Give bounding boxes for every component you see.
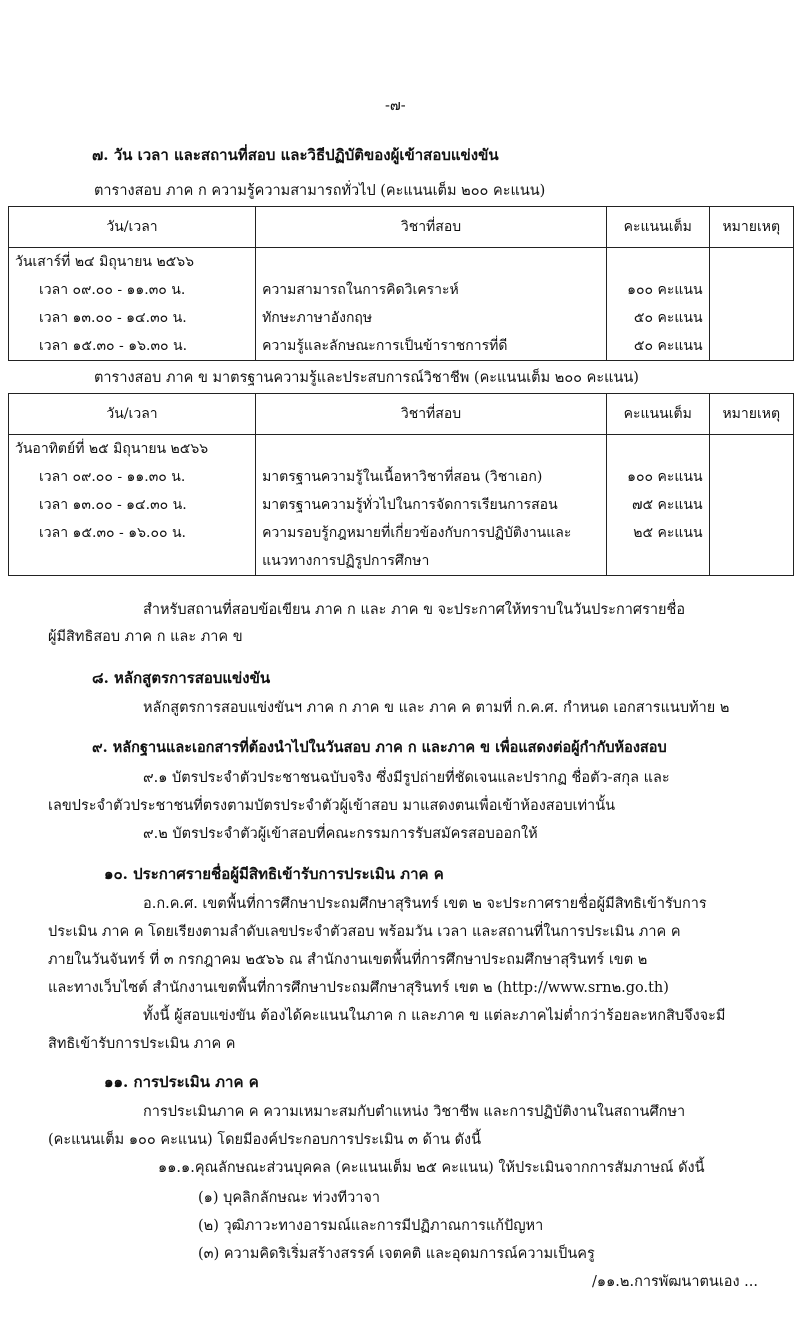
section-11-sub-1: ๑๑.๑.คุณลักษณะส่วนบุคคล (คะแนนเต็ม ๒๕ คะแนน) ให้ประเมินจากการสัมภาษณ์ ดังนี้ (158, 1160, 705, 1176)
exam-score: ๒๕ คะแนน (633, 525, 703, 541)
exam-time: เวลา ๑๓.๐๐ - ๑๔.๓๐ น. (39, 310, 187, 326)
header-subject: วิชาที่สอบ (256, 207, 607, 248)
exam-subject: ความสามารถในการคิดวิเคราะห์ (262, 282, 459, 298)
section-9-heading: ๙. หลักฐานและเอกสารที่ต้องนำไปในวันสอบ ภาค ก และภาค ข เพื่อแสดงต่อผู้กำกับห้องสอบ (92, 739, 667, 756)
section-10-para: ประเมิน ภาค ค โดยเรียงตามลำดับเลขประจำตัวสอบ พร้อมวัน เวลา และสถานที่ในการประเมิน ภาค ค (48, 924, 681, 940)
section-11-para: (คะแนนเต็ม ๑๐๐ คะแนน) โดยมีองค์ประกอบการประเมิน ๓ ด้าน ดังนี้ (48, 1132, 482, 1148)
section-9-item-1: ๙.๑ บัตรประจำตัวประชาชนฉบับจริง ซึ่งมีรูปถ่ายที่ชัดเจนและปรากฏ ชื่อตัว-สกุล และ (143, 770, 670, 786)
exam-date: วันเสาร์ที่ ๒๔ มิถุนายน ๒๕๖๖ (15, 254, 195, 270)
exam-subject: ทักษะภาษาอังกฤษ (262, 310, 373, 326)
list-item: (๒) วุฒิภาวะทางอารมณ์และการมีปฏิภาณการแก้ปัญหา (198, 1218, 544, 1234)
section-11-para: การประเมินภาค ค ความเหมาะสมกับตำแหน่ง วิชาชีพ และการปฏิบัติงานในสถานศึกษา (143, 1104, 686, 1120)
exam-time: เวลา ๑๕.๓๐ - ๑๖.๐๐ น. (39, 525, 186, 541)
list-item: (๓) ความคิดริเริ่มสร้างสรรค์ เจตคติ และอุดมการณ์ความเป็นครู (198, 1246, 595, 1262)
section-10-heading: ๑๐. ประกาศรายชื่อผู้มีสิทธิเข้ารับการประเมิน ภาค ค (104, 865, 444, 883)
header-date-time: วัน/เวลา (9, 394, 256, 435)
section-9-item-2: ๙.๒ บัตรประจำตัวผู้เข้าสอบที่คณะกรรมการรับสมัครสอบออกให้ (143, 826, 538, 842)
table-row (9, 248, 794, 361)
exam-score: ๕๐ คะแนน (633, 310, 703, 326)
venue-note-cont: ผู้มีสิทธิสอบ ภาค ก และ ภาค ข (48, 629, 243, 645)
section-10-para: ทั้งนี้ ผู้สอบแข่งขัน ต้องได้คะแนนในภาค ก และภาค ข แต่ละภาคไม่ต่ำกว่าร้อยละหกสิบจึงจะมี (143, 1008, 726, 1024)
table-row (9, 435, 794, 576)
section-11-heading: ๑๑. การประเมิน ภาค ค (104, 1073, 259, 1091)
table-b-caption: ตารางสอบ ภาค ข มาตรฐานความรู้และประสบการณ์วิชาชีพ (คะแนนเต็ม ๒๐๐ คะแนน) (94, 370, 639, 386)
section-8-heading: ๘. หลักสูตรการสอบแข่งขัน (92, 669, 271, 687)
exam-score: ๗๕ คะแนน (631, 497, 703, 513)
table-a-caption: ตารางสอบ ภาค ก ความรู้ความสามารถทั่วไป (คะแนนเต็ม ๒๐๐ คะแนน) (94, 183, 546, 199)
exam-score: ๕๐ คะแนน (633, 338, 703, 354)
table-header-row (9, 207, 794, 248)
venue-note: สำหรับสถานที่สอบข้อเขียน ภาค ก และ ภาค ข จะประกาศให้ทราบในวันประกาศรายชื่อ (143, 602, 686, 618)
header-remarks: หมายเหตุ (709, 207, 793, 248)
exam-remarks (709, 248, 793, 361)
exam-remarks (709, 435, 793, 576)
exam-time: เวลา ๑๓.๐๐ - ๑๔.๓๐ น. (39, 497, 187, 513)
header-subject: วิชาที่สอบ (256, 394, 607, 435)
list-item: (๑) บุคลิกลักษณะ ท่วงทีวาจา (198, 1190, 381, 1206)
exam-subject: ความรู้และลักษณะการเป็นข้าราชการที่ดี (262, 338, 508, 354)
exam-score: ๑๐๐ คะแนน (627, 282, 703, 298)
exam-time: เวลา ๐๙.๐๐ - ๑๑.๓๐ น. (39, 282, 186, 298)
exam-subject: ความรอบรู้กฎหมายที่เกี่ยวข้องกับการปฏิบัติงานและ (262, 525, 572, 541)
continued-note: /๑๑.๒.การพัฒนาตนเอง ... (592, 1274, 758, 1290)
exam-time: เวลา ๐๙.๐๐ - ๑๑.๓๐ น. (39, 469, 186, 485)
section-10-para: ภายในวันจันทร์ ที่ ๓ กรกฎาคม ๒๕๖๖ ณ สำนักงานเขตพื้นที่การศึกษาประถมศึกษาสุรินทร์ เขต ๒ (48, 952, 648, 968)
exam-time: เวลา ๑๕.๓๐ - ๑๖.๓๐ น. (39, 338, 188, 354)
section-10-para: อ.ก.ค.ศ. เขตพื้นที่การศึกษาประถมศึกษาสุรินทร์ เขต ๒ จะประกาศรายชื่อผู้มีสิทธิเข้ารับการ (143, 896, 707, 912)
section-7-heading: ๗. วัน เวลา และสถานที่สอบ และวิธีปฏิบัติของผู้เข้าสอบแข่งขัน (92, 146, 499, 164)
exam-table-a (8, 206, 794, 361)
table-header-row (9, 394, 794, 435)
section-9-item-1-cont: เลขประจำตัวประชาชนที่ตรงตามบัตรประจำตัวผู้เข้าสอบ มาแสดงตนเพื่อเข้าห้องสอบเท่านั้น (48, 798, 616, 814)
page-number: -๗- (385, 98, 406, 114)
exam-table-b (8, 393, 794, 576)
exam-subject: มาตรฐานความรู้ทั่วไปในการจัดการเรียนการสอน (262, 497, 558, 513)
header-date-time: วัน/เวลา (9, 207, 256, 248)
exam-subject: แนวทางการปฏิรูปการศึกษา (262, 553, 430, 569)
section-8-text: หลักสูตรการสอบแข่งขันฯ ภาค ก ภาค ข และ ภาค ค ตามที่ ก.ค.ศ. กำหนด เอกสารแนบท้าย ๒ (143, 700, 730, 716)
header-full-score: คะแนนเต็ม (606, 394, 709, 435)
exam-subject: มาตรฐานความรู้ในเนื้อหาวิชาที่สอน (วิชาเอก) (262, 469, 543, 485)
header-remarks: หมายเหตุ (709, 394, 793, 435)
section-10-para: และทางเว็บไซต์ สำนักงานเขตพื้นที่การศึกษาประถมศึกษาสุรินทร์ เขต ๒ (http://www.srn๒.go.th) (48, 980, 669, 996)
exam-score: ๑๐๐ คะแนน (627, 469, 703, 485)
header-full-score: คะแนนเต็ม (606, 207, 709, 248)
section-10-para: สิทธิเข้ารับการประเมิน ภาค ค (48, 1036, 236, 1052)
exam-date: วันอาทิตย์ที่ ๒๕ มิถุนายน ๒๕๖๖ (15, 441, 209, 457)
